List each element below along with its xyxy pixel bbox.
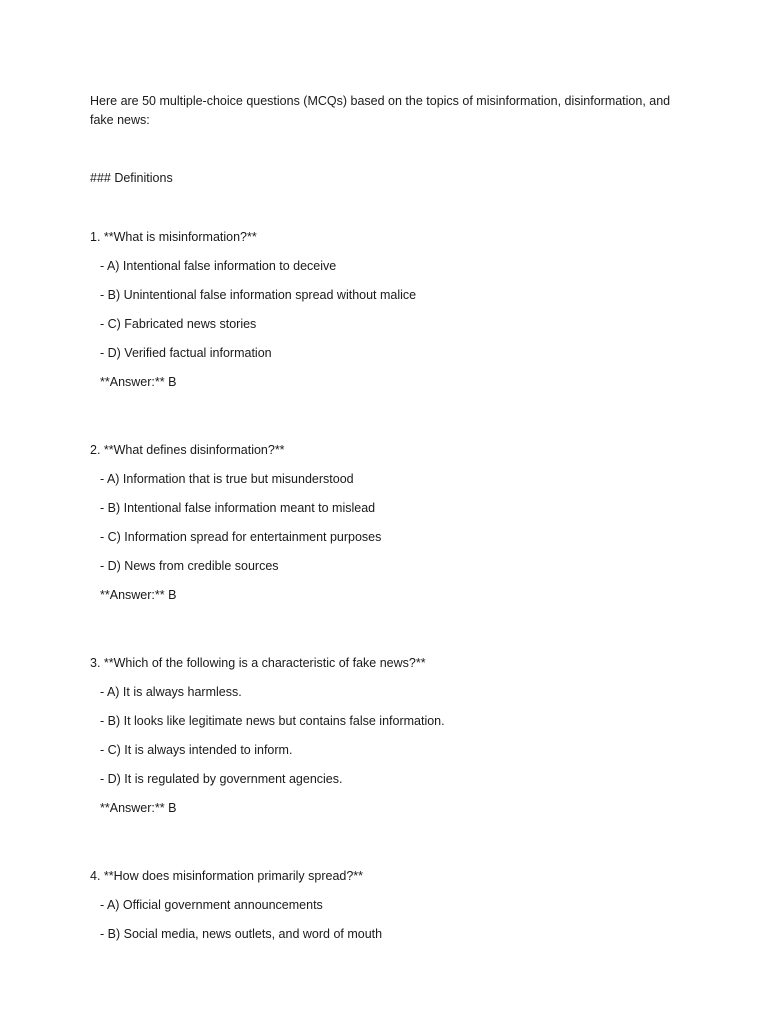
- intro-paragraph: Here are 50 multiple-choice questions (MCQs) based on the topics of misinformation, disinformation, and fake news:: [90, 94, 671, 127]
- document-page: [90, 92, 680, 954]
- question-3: [90, 654, 680, 828]
- option-a: - A) Intentional false information to deceive: [100, 259, 337, 273]
- option-a: - A) Information that is true but misunderstood: [100, 472, 354, 486]
- answer-line: **Answer:** B: [100, 801, 177, 815]
- question-2: [90, 441, 680, 615]
- option-b: - B) It looks like legitimate news but contains false information.: [100, 714, 445, 728]
- option-b: - B) Social media, news outlets, and word of mouth: [100, 927, 383, 941]
- option-d: - D) It is regulated by government agencies.: [100, 772, 343, 786]
- option-c: - C) Fabricated news stories: [100, 317, 257, 331]
- option-b: - B) Unintentional false information spread without malice: [100, 288, 417, 302]
- question-title: 4. **How does misinformation primarily spread?**: [90, 869, 364, 883]
- option-d: - D) Verified factual information: [100, 346, 272, 360]
- answer-line: **Answer:** B: [100, 588, 177, 602]
- option-a: - A) It is always harmless.: [100, 685, 242, 699]
- section-heading: ### Definitions: [90, 171, 173, 185]
- option-b: - B) Intentional false information meant to mislead: [100, 501, 376, 515]
- answer-line: **Answer:** B: [100, 375, 177, 389]
- question-title: 3. **Which of the following is a characteristic of fake news?**: [90, 656, 426, 670]
- option-c: - C) It is always intended to inform.: [100, 743, 293, 757]
- question-4: [90, 867, 680, 954]
- option-d: - D) News from credible sources: [100, 559, 279, 573]
- question-1: [90, 228, 680, 402]
- option-a: - A) Official government announcements: [100, 898, 323, 912]
- question-title: 2. **What defines disinformation?**: [90, 443, 285, 457]
- question-title: 1. **What is misinformation?**: [90, 230, 257, 244]
- option-c: - C) Information spread for entertainment purposes: [100, 530, 382, 544]
